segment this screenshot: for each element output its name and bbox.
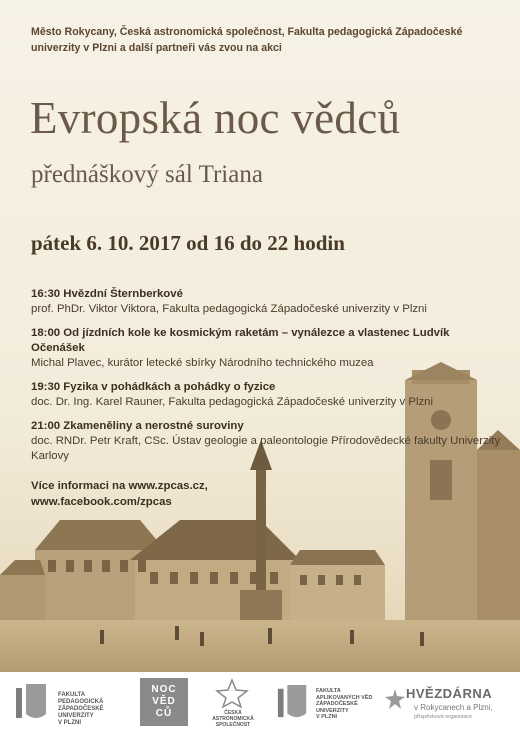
program-list — [31, 287, 501, 473]
program-item — [31, 380, 501, 410]
program-item-speaker: Michal Plavec, kurátor letecké sbírky Národního technického muzea — [31, 357, 374, 369]
program-item — [31, 419, 501, 464]
program-item-speaker: prof. PhDr. Viktor Viktora, Fakulta pedagogická Západočeské univerzity v Plzni — [31, 303, 427, 315]
event-title: Evropská noc vědců — [30, 93, 401, 143]
event-date: pátek 6. 10. 2017 od 16 do 22 hodin — [31, 231, 345, 255]
logo-noc-vedcu: NOC VĚD CŮ — [140, 678, 188, 726]
zcu-logo-icon — [276, 680, 310, 724]
program-item — [31, 287, 501, 317]
partner-logos — [0, 672, 520, 735]
program-item — [31, 326, 501, 371]
more-info-facebook[interactable]: www.facebook.com/zpcas — [31, 495, 172, 508]
program-item-title: 18:00 Od jízdních kole ke kosmickým raketám – vynálezce a vlastenec Ludvík Očenášek — [31, 327, 450, 354]
star-icon — [384, 688, 406, 710]
program-item-title: 19:30 Fyzika v pohádkách a pohádky o fyzice — [31, 381, 276, 393]
zcu-logo-icon — [14, 680, 50, 724]
logo-fakulta-aplikovanych-ved: FAKULTA APLIKOVANÝCH VĚD ZÁPADOČESKÉ UNIVERZITY V PLZNI — [276, 678, 376, 728]
logo-ceska-astronomicka-spolecnost: ČESKÁ ASTRONOMICKÁ SPOLEČNOST — [202, 678, 262, 728]
logo-hvezdarna: HVĚZDÁRNA v Rokycanech a Plzni, příspěvková organizace — [384, 678, 514, 728]
more-info — [31, 479, 208, 510]
venue-subtitle: přednáškový sál Triana — [31, 161, 263, 188]
star-icon — [212, 678, 252, 708]
program-item-title: 16:30 Hvězdní Šternberkové — [31, 288, 183, 300]
more-info-website[interactable]: Více informaci na www.zpcas.cz, — [31, 480, 208, 492]
program-item-title: 21:00 Zkameněliny a nerostné suroviny — [31, 420, 244, 432]
invitation-text: Město Rokycany, Česká astronomická společnost, Fakulta pedagogická Západočeské univerzity v Plzni a další partneři vás zvou na akci — [31, 26, 463, 54]
program-item-speaker: doc. RNDr. Petr Kraft, CSc. Ústav geologie a paleontologie Přírodovědecké fakulty Univerzity Karlovy — [31, 435, 501, 462]
logo-fakulta-pedagogicka: FAKULTA PEDAGOGICKÁ ZÁPADOČESKÉ UNIVERZITY V PLZNI — [14, 678, 124, 728]
program-item-speaker: doc. Dr. Ing. Karel Rauner, Fakulta pedagogická Západočeské univerzity v Plzni — [31, 396, 434, 408]
